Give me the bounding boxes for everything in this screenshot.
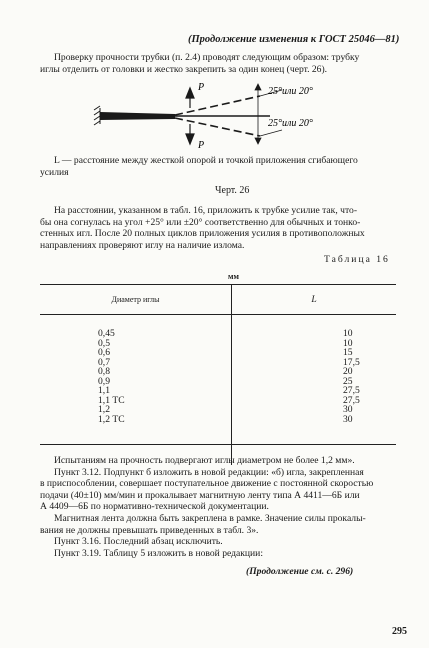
figure-caption: Черт. 26 [215, 185, 250, 196]
table-cell: 1,2 [98, 404, 110, 415]
text-line: вания не должны превышать приведенных в табл. 3». [40, 524, 259, 536]
table-unit: мм [228, 272, 239, 281]
amendment-text [40, 455, 400, 559]
bending-figure [70, 78, 350, 150]
table-label: Таблица 16 [324, 254, 390, 265]
table-cell: 25 [343, 375, 353, 387]
table-cell: 30 [343, 413, 353, 425]
page-number: 295 [392, 626, 407, 637]
table-cell: 20 [343, 366, 353, 377]
force-label-bottom: P [198, 140, 205, 150]
text-line: в приспособлении, совершает поступательное движение с постоянной скоростью [40, 478, 374, 490]
text-line: Пункт 3.16. Последний абзац исключить. [54, 536, 223, 548]
text-line: Пункт 3.19. Таблицу 5 изложить в новой редакции: [54, 547, 263, 559]
angle-label-top: 25°или 20° [268, 86, 313, 97]
force-label-top: P [198, 82, 205, 93]
table-cell: 10 [343, 337, 353, 349]
clamp-support [94, 106, 100, 125]
test-paragraph [40, 205, 400, 251]
column-header-length: L [232, 285, 397, 315]
text-line: Испытаниям на прочность подвергают иглы диаметром не более 1,2 мм». [54, 455, 355, 466]
needle-tube [100, 112, 270, 120]
table-cell: 1,1 ТС [98, 394, 125, 406]
text-line: Пункт 3.12. Подпункт б изложить в новой редакции: «б) игла, закрепленная [54, 466, 364, 478]
length-column [232, 315, 397, 466]
table-cell: 0,5 [98, 337, 110, 349]
continued-note: (Продолжение см. с. 296) [246, 566, 354, 577]
table-cell: 27,5 [343, 394, 360, 406]
text-line: L — расстояние между жесткой опорой и точкой приложения сгибающего [54, 155, 358, 166]
text-line: Проверку прочности трубки (п. 2.4) проводят следующим образом: трубку [54, 52, 360, 63]
table-cell: 0,8 [98, 366, 110, 377]
page-header: (Продолжение изменения к ГОСТ 25046—81) [188, 34, 400, 45]
figure-legend [40, 155, 400, 178]
table-cell: 27,5 [343, 385, 360, 396]
text-line: На расстоянии, указанном в табл. 16, приложить к трубке усилие так, что- [54, 205, 358, 216]
table-cell: 17,5 [343, 356, 360, 368]
table-bottom-rule [40, 444, 396, 445]
text-line: А 4409—6Б по нормативно-технической документации. [40, 501, 269, 513]
needle-length-table [40, 284, 396, 465]
column-header-diameter: Диаметр иглы [40, 285, 232, 315]
text-line: усилия [40, 166, 69, 178]
table-cell: 0,6 [98, 347, 110, 358]
table-cell: 15 [343, 347, 353, 358]
table-cell: 1,1 [98, 385, 110, 396]
angle-label-bottom: 25°или 20° [268, 118, 313, 129]
table-cell: 1,2 ТС [98, 413, 125, 425]
text-line: иглы отделить от головки и жестко закрепить за один конец (черт. 26). [40, 63, 328, 75]
table-cell: 0,7 [98, 356, 110, 368]
text-line: подачи (40±10) мм/мин и прокалывает магнитную ленту типа А 4411—6Б или [40, 489, 360, 501]
table-cell: 0,45 [98, 328, 115, 339]
table-cell: 30 [343, 404, 353, 415]
text-line: Магнитная лента должна быть закреплена в рамке. Значение силы прокалы- [54, 512, 366, 524]
table-cell: 0,9 [98, 375, 110, 387]
text-line: бы она согнулась на угол +25° или ±20° соответственно для обычных и тонко- [40, 216, 361, 228]
intro-paragraph [40, 52, 400, 75]
text-line: направлениях проверяют иглу на наличие излома. [40, 239, 245, 251]
text-line: стенных игл. После 20 полных циклов приложения усилия в противоположных [40, 228, 365, 240]
diameter-column [40, 315, 232, 466]
table-cell: 10 [343, 328, 353, 339]
